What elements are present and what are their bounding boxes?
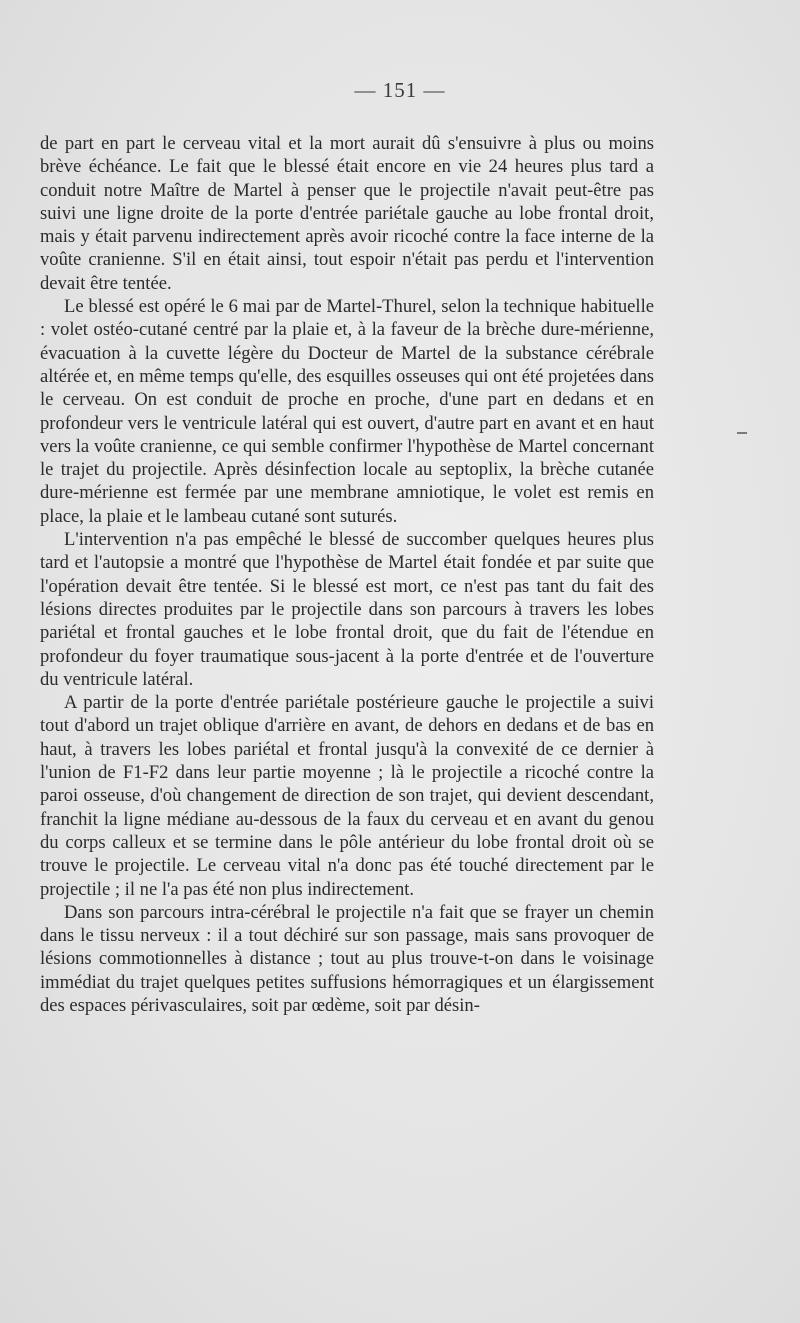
margin-mark <box>737 432 747 434</box>
paragraph-3: L'intervention n'a pas empêché le blessé de succomber quelques heures plus tard et l'autopsie a montré que l'hypothèse de Martel était fondée et par suite que l'opération devait être tentée. Si le blessé est mort, ce n'est pas tant du fait des lésions directes produites par le projectile dans son parcours à travers les lobes pariétal et frontal gauches et le lobe frontal droit, que du fait de l'étendue en profondeur du foyer traumatique sous-jacent à la porte d'entrée et de l'ouverture du ventricule latéral. <box>40 529 654 690</box>
paragraph-1: de part en part le cerveau vital et la mort aurait dû s'ensuivre à plus ou moins brève échéance. Le fait que le blessé était encore en vie 24 heures plus tard a conduit notre Maître de Martel à penser que le projectile n'avait peut-être pas suivi une ligne droite de la porte d'entrée pariétale gauche au lobe frontal droit, mais y était parvenu indirectement après avoir ricoché contre la face interne de la voûte cranienne. S'il en était ainsi, tout espoir n'était pas perdu et l'intervention devait être tentée. <box>40 133 654 294</box>
body-text <box>40 132 654 1017</box>
paragraph-5: Dans son parcours intra-cérébral le projectile n'a fait que se frayer un chemin dans le tissu nerveux : il a tout déchiré sur son passage, mais sans provoquer de lésions commotionnelles à distance ; tout au plus trouve-t-on dans le voisinage immédiat du trajet quelques petites suffusions hémorragiques et un élargissement des espaces périvasculaires, soit par œdème, soit par désin- <box>40 901 654 1016</box>
paragraph-4: A partir de la porte d'entrée pariétale postérieure gauche le projectile a suivi tout d'abord un trajet oblique d'arrière en avant, de dehors en dedans et de bas en haut, à travers les lobes pariétal et frontal jusqu'à la convexité de ce dernier à l'union de F1-F2 dans leur partie moyenne ; là le projectile a ricoché contre la paroi osseuse, d'où changement de direction de son trajet, qui devient descendant, franchit la ligne médiane au-dessous de la faux du cerveau et en avant du genou du corps calleux et se termine dans le pôle antérieur du lobe frontal droit où se trouve le projectile. Le cerveau vital n'a donc pas été touché directement par le projectile ; il ne l'a pas été non plus indirectement. <box>40 692 654 900</box>
page-number: — 151 — <box>354 78 446 102</box>
paragraph-2: Le blessé est opéré le 6 mai par de Martel-Thurel, selon la technique habituelle : volet ostéo-cutané centré par la plaie et, à la faveur de la brèche dure-mérienne, évacuation à la cuvette légère du Docteur de Martel de la substance cérébrale altérée et, en même temps qu'elle, des esquilles osseuses qui ont été projetées dans le cerveau. On est conduit de proche en proche, d'une part en dedans et en profondeur vers le ventricule latéral qui est ouvert, d'autre part en avant et en haut vers la voûte cranienne, ce qui semble confirmer l'hypothèse de Martel concernant le trajet du projectile. Après désinfection locale au septoplix, la brèche cutanée dure-mérienne est fermée par une membrane amniotique, le volet est remis en place, la plaie et le lambeau cutané sont suturés. <box>40 296 654 527</box>
